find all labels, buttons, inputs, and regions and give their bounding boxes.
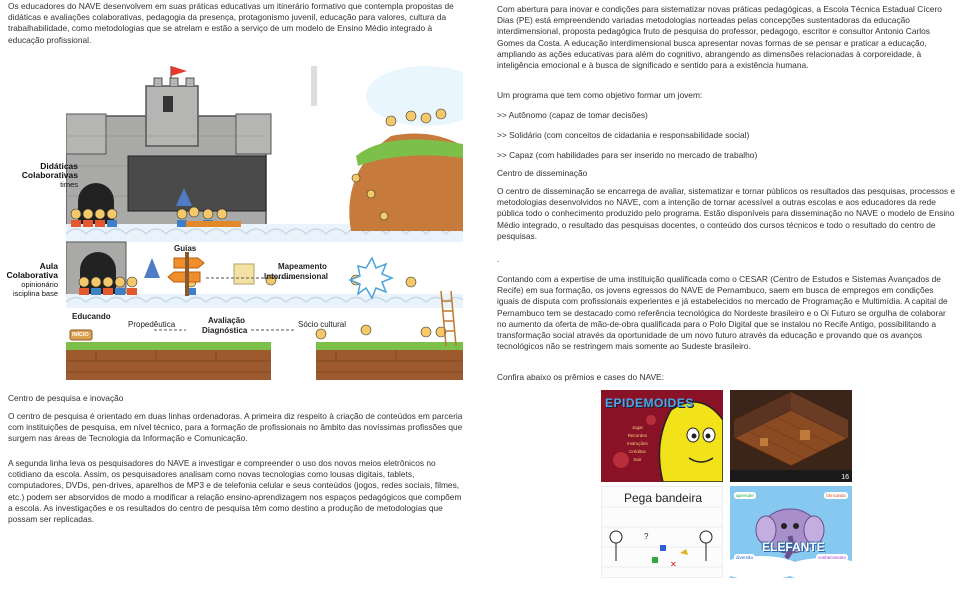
badge-diversao: diversão — [736, 555, 754, 560]
label-avaliacao: Avaliação — [208, 316, 246, 325]
badge-brincando: brincando — [826, 493, 846, 498]
menu-instrucoes[interactable]: Instruções — [627, 441, 648, 446]
label-educando: Educando — [72, 312, 111, 321]
label-interdimensional: Interdimensional — [264, 272, 329, 281]
game-isometric-room[interactable] — [730, 390, 852, 482]
label-didaticas-colaborativas: Didáticas Colaborativas times — [21, 161, 78, 189]
label-inicio: INÍCIO — [72, 332, 89, 338]
nave-itinerary-infographic — [66, 66, 463, 380]
game-elefante[interactable] — [730, 486, 852, 578]
objective-intro: Um programa que tem como objetivo formar um jovem: — [497, 90, 703, 100]
badge-conhecimento: conhecimento — [817, 555, 846, 560]
cesar-paragraph: Contando com a expertise de uma instituição qualificada como o CESAR (Centro de Estudos e Sistemas Avançados de Recife) em sua formação, os jovens egressos do NAVE de Pernambuco, saem em busca de empregos em condições iguais de disputa com profissionais experientes e já estabelecidos no mercado de Programação e Multimídia. A capital de Pernambuco tem se destacado como referência tecnológica do Nordeste brasileiro e o Oi Futuro se orgulha de colaborar no aumento da oferta de mão-de-obra qualificada para o Polo Digital que se instalou no Recife Antigo, possibilitando a transformação social através da oportunidade de um novo futuro através da educação e provando que os avanços tecnológicos não se restringem mais somente ao Sudeste brasileiro. — [497, 274, 948, 352]
elefante-art — [730, 486, 852, 578]
label-guias: Guias — [174, 244, 197, 253]
menu-jogar[interactable]: Jogar — [631, 425, 644, 430]
label-propedeutica: Propedêutica — [128, 320, 176, 329]
right-paragraph-1: Com abertura para inovar e condições para sistematizar novas práticas pedagógicas, a Escola Técnica Estadual Cícero Dias (PE) está empreendendo variadas metodologias norteadas pelas concepções sustentadoras da educação interdimensional, proposta pedagógica fruto de pesquisa do professor, pedagogo, escritor e consultor Antonio Carlos Gomes da Costa. A educação interdimensional busca apresentar novas formas de se pensar e praticar a educação, ampliando as ações educativas para além do cognitivo, abrangendo as dimensões relacionadas à corporeidade, à inteligência emocional e à busca de significado e sentido para a existência humana. — [497, 4, 942, 71]
menu-creditos[interactable]: Créditos — [629, 449, 646, 454]
bullet-capaz: >> Capaz (com habilidades para ser inserido no mercado de trabalho) — [497, 150, 758, 160]
pega-bandeira-title: Pega bandeira — [624, 491, 703, 505]
research-section-title: Centro de pesquisa e inovação — [8, 393, 124, 403]
epidemoides-menu — [627, 424, 648, 464]
research-paragraph-2: A segunda linha leva os pesquisadores do NAVE a investigar e compreender o uso dos novos meios eletrônicos no cotidiano da escola. Assim, os pesquisadores analisam como novas tecnologias como lousas digitais, tablets, computadores, DVDs, pen-drives, aparelhos de MP3 e de telefonia celular e seus conteúdos (jogos, redes sociais, filmes, etc.) podem ser absorvidos de modo a modificar a relação ensino-aprendizagem nos espaços pedagógicos que compõem a escola. As investigações e os resultados do centro de pesquisa têm como destino a produção de metodologias que possam ser replicadas. — [8, 458, 462, 525]
awards-intro: Confira abaixo os prêmios e cases do NAVE: — [497, 372, 664, 382]
label-diagnostica: Diagnóstica — [202, 326, 248, 335]
menu-sair[interactable]: Sair — [633, 457, 642, 462]
svg-text:✕: ✕ — [670, 560, 677, 569]
label-mapeamento: Mapeamento — [278, 262, 327, 271]
epidemoides-title: EPIDEMOIDES — [605, 396, 694, 410]
dissemination-section-title: Centro de disseminação — [497, 168, 588, 178]
elefante-title: ELEFANTE — [762, 540, 825, 554]
label-socio-cultural: Sócio cultural — [298, 320, 347, 329]
room-art — [730, 390, 852, 482]
game-pega-bandeira[interactable] — [601, 486, 723, 578]
game-epidemoides[interactable] — [601, 390, 723, 482]
label-aula-colaborativa: Aula Colaborativa opinionário isciplina base — [6, 261, 58, 298]
game-cases-grid — [601, 390, 852, 578]
room-counter: 16 — [841, 474, 849, 481]
separator-dot: . — [497, 254, 500, 264]
menu-recordes[interactable]: Recordes — [627, 433, 648, 438]
svg-text:?: ? — [644, 532, 649, 541]
badge-aprender: aprender — [736, 493, 755, 498]
dissemination-paragraph: O centro de disseminação se encarrega de avaliar, sistematizar e tornar públicos os resultados das pesquisas, processos e metodologias desenvolvidos no NAVE, com a intenção de tornar acessível a outras escolas e aos educadores da rede pública todo o conhecimento produzido pelo programa. Estão disponíveis para disseminação no NAVE o modelo de Ensino Médio integrado, o resultado das pesquisas docentes, o conteúdo dos cursos técnicos e todo o resultado do centro de pesquisas. — [497, 186, 956, 241]
castle-illustration — [66, 66, 463, 380]
research-paragraph-1: O centro de pesquisa é orientado em duas linhas ordenadoras. A primeira diz respeito à criação de conteúdos em parceria com instituições de pesquisa, em nível técnico, para a formação de profissionais no âmbito das novíssimas profissões que surgem nas áreas de Tecnologia da Informação e Comunicação. — [8, 411, 463, 444]
intro-paragraph: Os educadores do NAVE desenvolvem em suas práticas educativas um itinerário formativo que contempla propostas de didáticas e avaliações colaborativas, pedagogia da presença, protagonismo juvenil, educação para valores, cultura da trabalhabilidade, como metodologias que se atrelam e estão a serviço de um modelo de Ensino Médio integrado à educação profissional. — [8, 1, 454, 45]
bullet-autonomo: >> Autônomo (capaz de tomar decisões) — [497, 110, 648, 120]
bullet-solidario: >> Solidário (com conceitos de cidadania e responsabilidade social) — [497, 130, 750, 140]
